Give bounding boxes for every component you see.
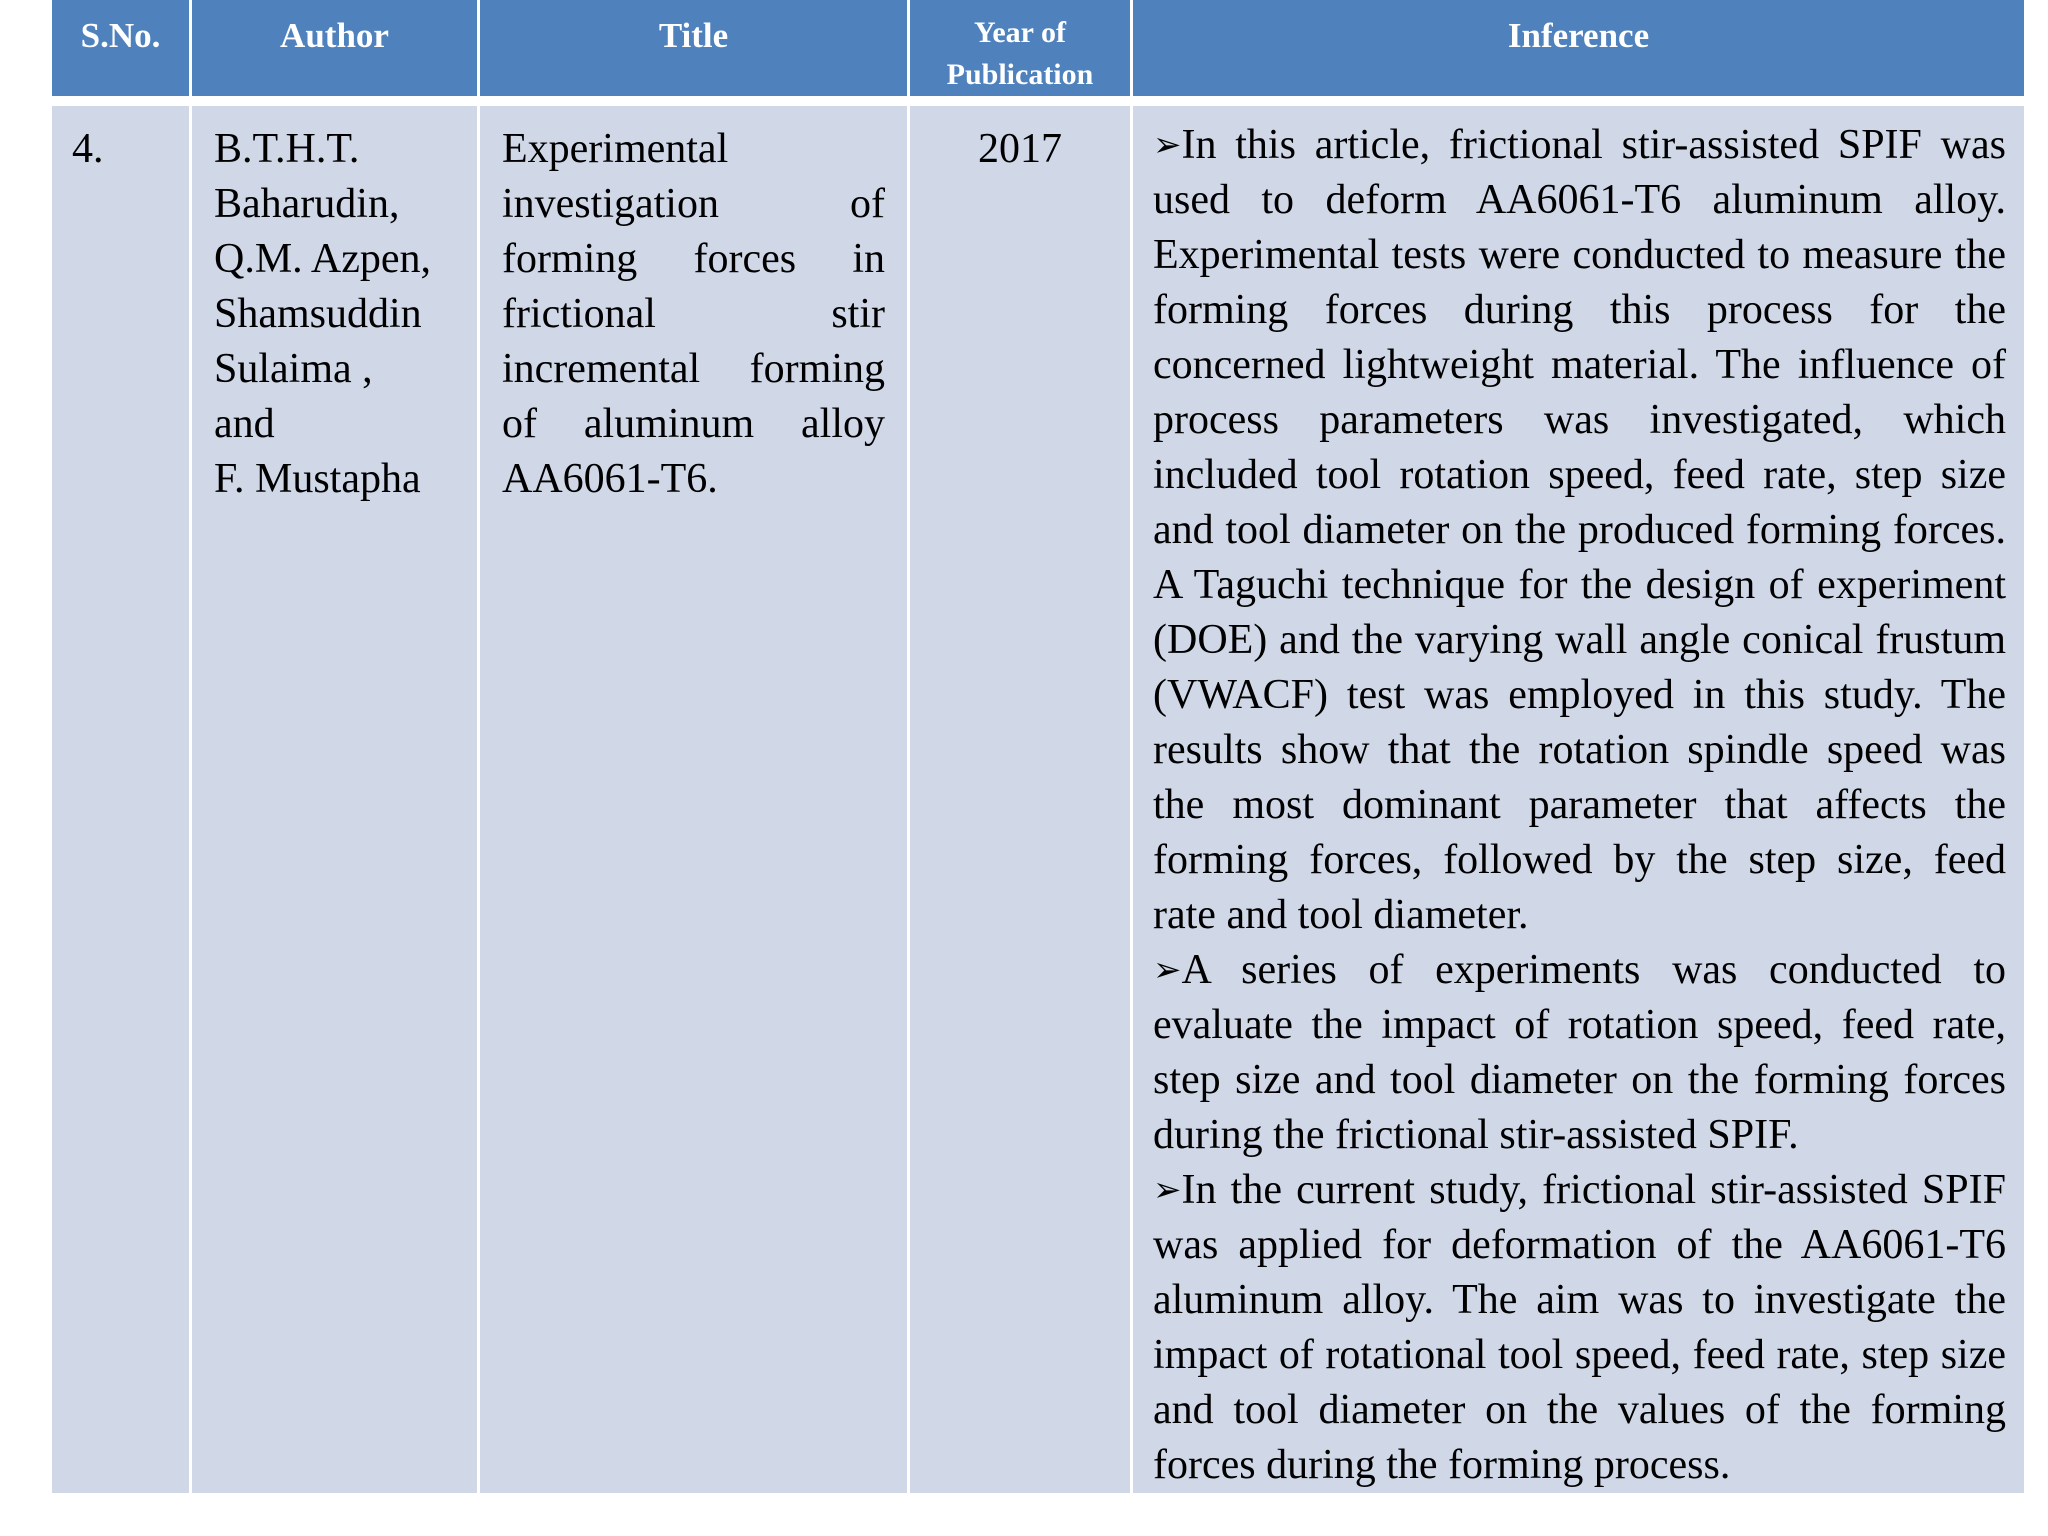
inference-bullet [1153, 943, 2006, 1163]
inference-text: In this article, frictional stir-assisted SPIF was used to deform AA6061-T6 aluminum alloy. Experimental tests were conducted to measure the forming forces during this process for the concerned lightweight material. The influence of process parameters was investigated, which included tool rotation speed, feed rate, step size and tool diameter on the produced forming forces. A Taguchi technique for the design of experiment (DOE) and the varying wall angle conical frustum (VWACF) test was employed in this study. The results show that the rotation spindle speed was the most dominant parameter that affects the forming forces, followed by the step size, feed rate and tool diameter. [1153, 122, 2006, 938]
inference-bullet [1153, 1163, 2006, 1493]
arrow-bullet-icon: ➢ [1153, 952, 1182, 989]
header-title: Title [480, 0, 910, 106]
table-header [52, 0, 2024, 106]
literature-review-table [52, 0, 2024, 1493]
table-body [52, 106, 2024, 1493]
header-year-line2: Publication [946, 58, 1094, 91]
cell-inference [1133, 106, 2024, 1493]
inference-text: A series of experiments was conducted to evaluate the impact of rotation speed, feed rate, step size and tool diameter on the forming forces during the frictional stir-assisted SPIF. [1153, 947, 2006, 1158]
author-line: and [214, 401, 275, 447]
cell-sno: 4. [52, 106, 192, 1493]
author-line: Sulaima , [214, 346, 373, 392]
cell-author [192, 106, 480, 1493]
cell-title: Experimental investigation of forming forces in frictional stir incremental forming of aluminum alloy AA6061-T6. [480, 106, 910, 1493]
header-year-line1: Year of [974, 16, 1066, 49]
author-line: Shamsuddin [214, 291, 422, 337]
author-line: B.T.H.T. [214, 126, 360, 172]
header-year [910, 0, 1133, 106]
cell-year: 2017 [910, 106, 1133, 1493]
header-author: Author [192, 0, 480, 106]
header-sno: S.No. [52, 0, 192, 106]
arrow-bullet-icon: ➢ [1153, 1172, 1182, 1209]
arrow-bullet-icon: ➢ [1153, 127, 1182, 164]
inference-bullet [1153, 118, 2006, 943]
header-row [52, 0, 2024, 106]
inference-text: In the current study, frictional stir-assisted SPIF was applied for deformation of the AA6061-T6 aluminum alloy. The aim was to investigate the impact of rotational tool speed, feed rate, step size and tool diameter on the values of the forming forces during the forming process. [1153, 1167, 2006, 1488]
author-line: F. Mustapha [214, 456, 421, 502]
author-line: Baharudin, [214, 181, 400, 227]
author-line: Q.M. Azpen, [214, 236, 431, 282]
header-inference: Inference [1133, 0, 2024, 106]
table-row [52, 106, 2024, 1493]
